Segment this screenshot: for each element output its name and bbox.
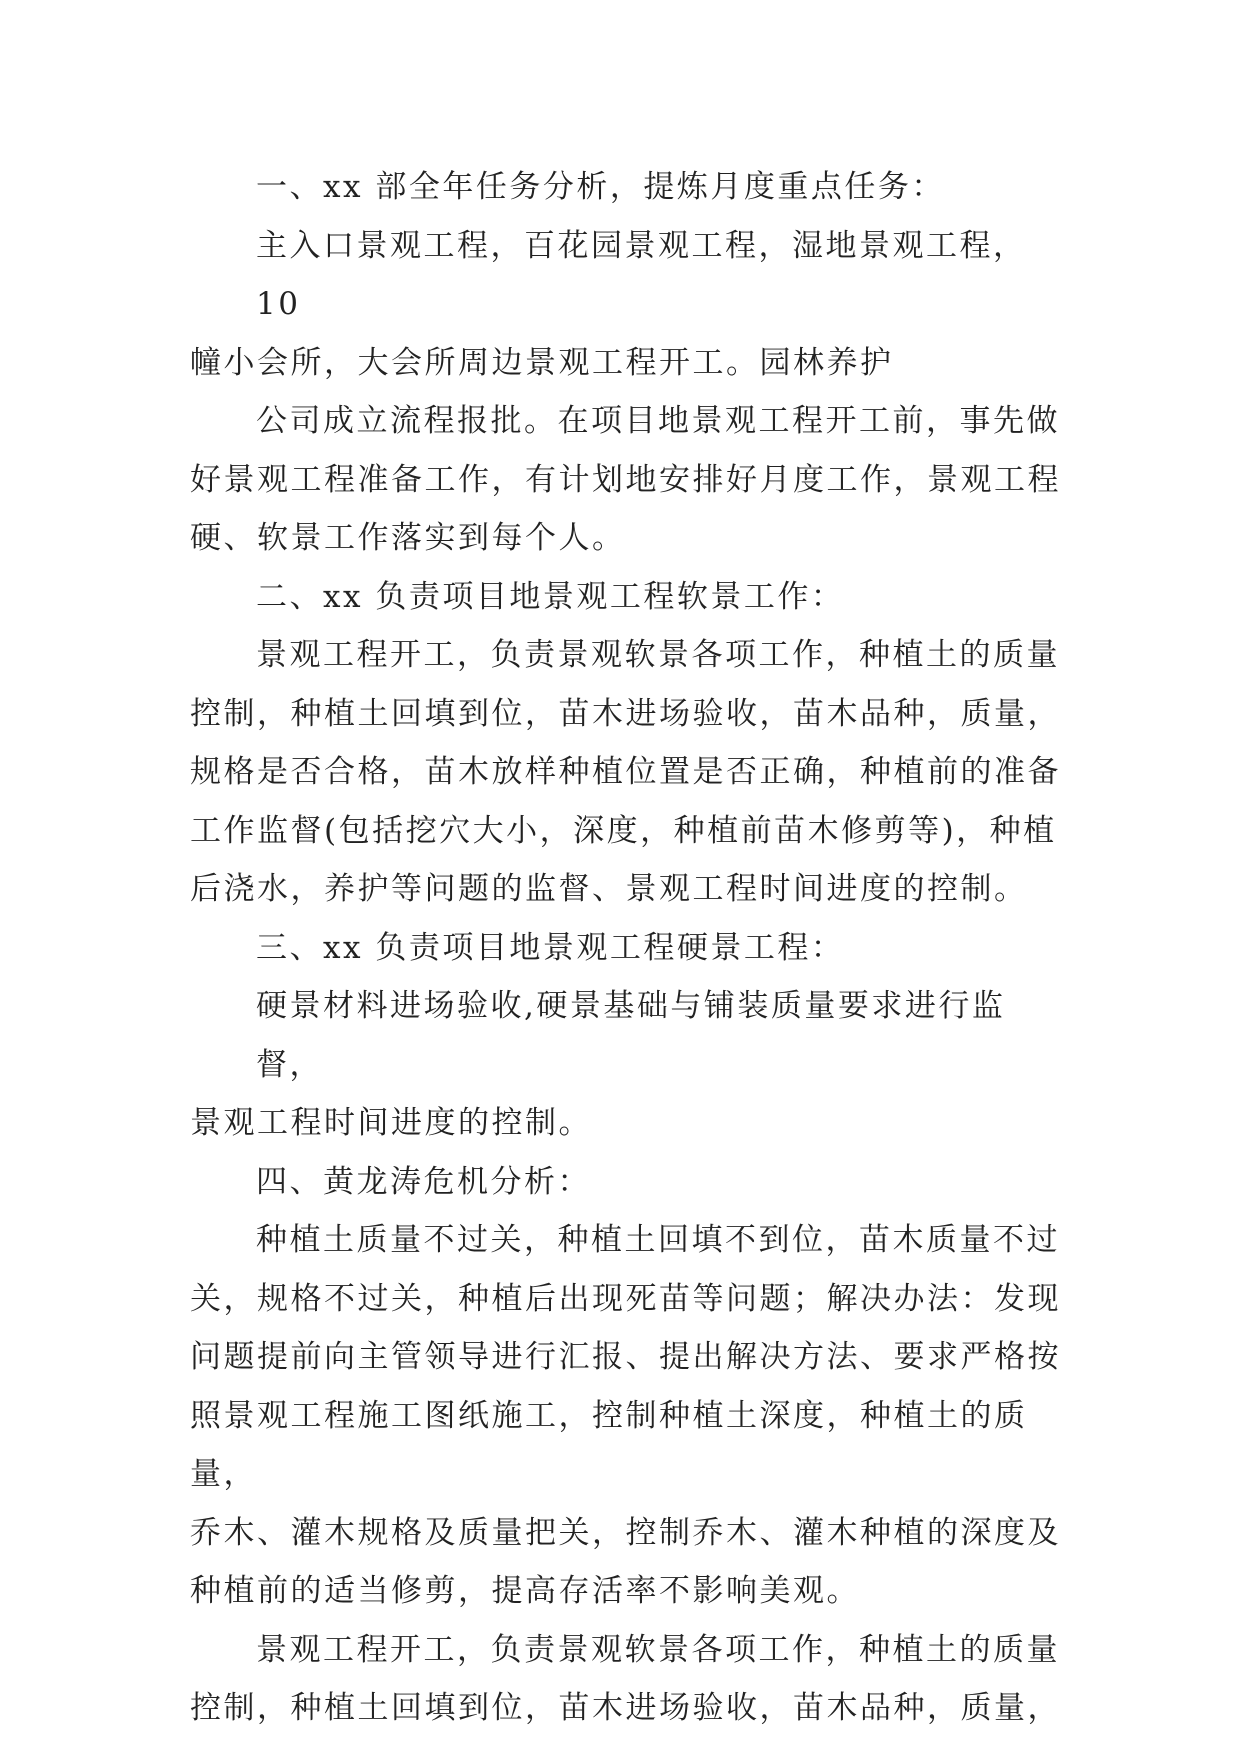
text-line: 控制，种植土回填到位，苗木进场验收，苗木品种，质量， — [190, 695, 1061, 732]
text-line: 一、xx 部全年任务分析，提炼月度重点任务： — [256, 169, 945, 205]
text-line: 景观工程时间进度的控制。 — [190, 1105, 592, 1141]
paragraph — [190, 919, 1070, 978]
text-line: 问题提前向主管领导进行汇报、提出解决方法、要求严格按 — [190, 1339, 1061, 1375]
text-line: 硬、软景工作落实到每个人。 — [190, 520, 626, 556]
paragraph — [190, 392, 1070, 568]
document-body — [190, 158, 1070, 1738]
text-line: 三、xx 负责项目地景观工程硬景工程： — [256, 929, 845, 966]
paragraph — [190, 217, 1070, 393]
paragraph — [190, 158, 1070, 217]
text-line: 景观工程开工，负责景观软景各项工作，种植土的质量 — [256, 1631, 1060, 1668]
paragraph — [190, 568, 1070, 627]
text-line: 景观工程开工，负责景观软景各项工作，种植土的质量 — [256, 637, 1060, 673]
paragraph — [190, 977, 1070, 1153]
text-line: 主入口景观工程，百花园景观工程，湿地景观工程，10 — [256, 227, 1027, 322]
text-line: 公司成立流程报批。在项目地景观工程开工前，事先做 — [256, 403, 1060, 439]
text-line: 好景观工程准备工作，有计划地安排好月度工作，景观工程 — [190, 461, 1061, 498]
text-line: 关，规格不过关，种植后出现死苗等问题；解决办法：发现 — [190, 1280, 1061, 1317]
text-line: 二、xx 负责项目地景观工程软景工作： — [256, 578, 845, 615]
text-line: 种植土质量不过关，种植土回填不到位，苗木质量不过 — [256, 1222, 1060, 1258]
text-line: 硬景材料进场验收,硬景基础与铺装质量要求进行监督， — [256, 988, 1006, 1083]
text-line: 乔木、灌木规格及质量把关，控制乔木、灌木种植的深度及 — [190, 1514, 1061, 1551]
paragraph — [190, 1211, 1070, 1621]
text-line: 照景观工程施工图纸施工，控制种植土深度，种植土的质量， — [190, 1397, 1028, 1492]
text-line: 控制，种植土回填到位，苗木进场验收，苗木品种，质量， — [190, 1690, 1061, 1726]
text-line: 四、黄龙涛危机分析： — [256, 1163, 591, 1200]
paragraph — [190, 1621, 1070, 1738]
text-line: 工作监督(包括挖穴大小，深度，种植前苗木修剪等)，种植 — [190, 812, 1057, 849]
text-line: 种植前的适当修剪，提高存活率不影响美观。 — [190, 1573, 860, 1609]
paragraph — [190, 626, 1070, 919]
text-line: 幢小会所，大会所周边景观工程开工。园林养护 — [190, 344, 894, 381]
text-line: 规格是否合格，苗木放样种植位置是否正确，种植前的准备 — [190, 754, 1061, 790]
text-line: 后浇水，养护等问题的监督、景观工程时间进度的控制。 — [190, 871, 1028, 907]
paragraph — [190, 1153, 1070, 1212]
